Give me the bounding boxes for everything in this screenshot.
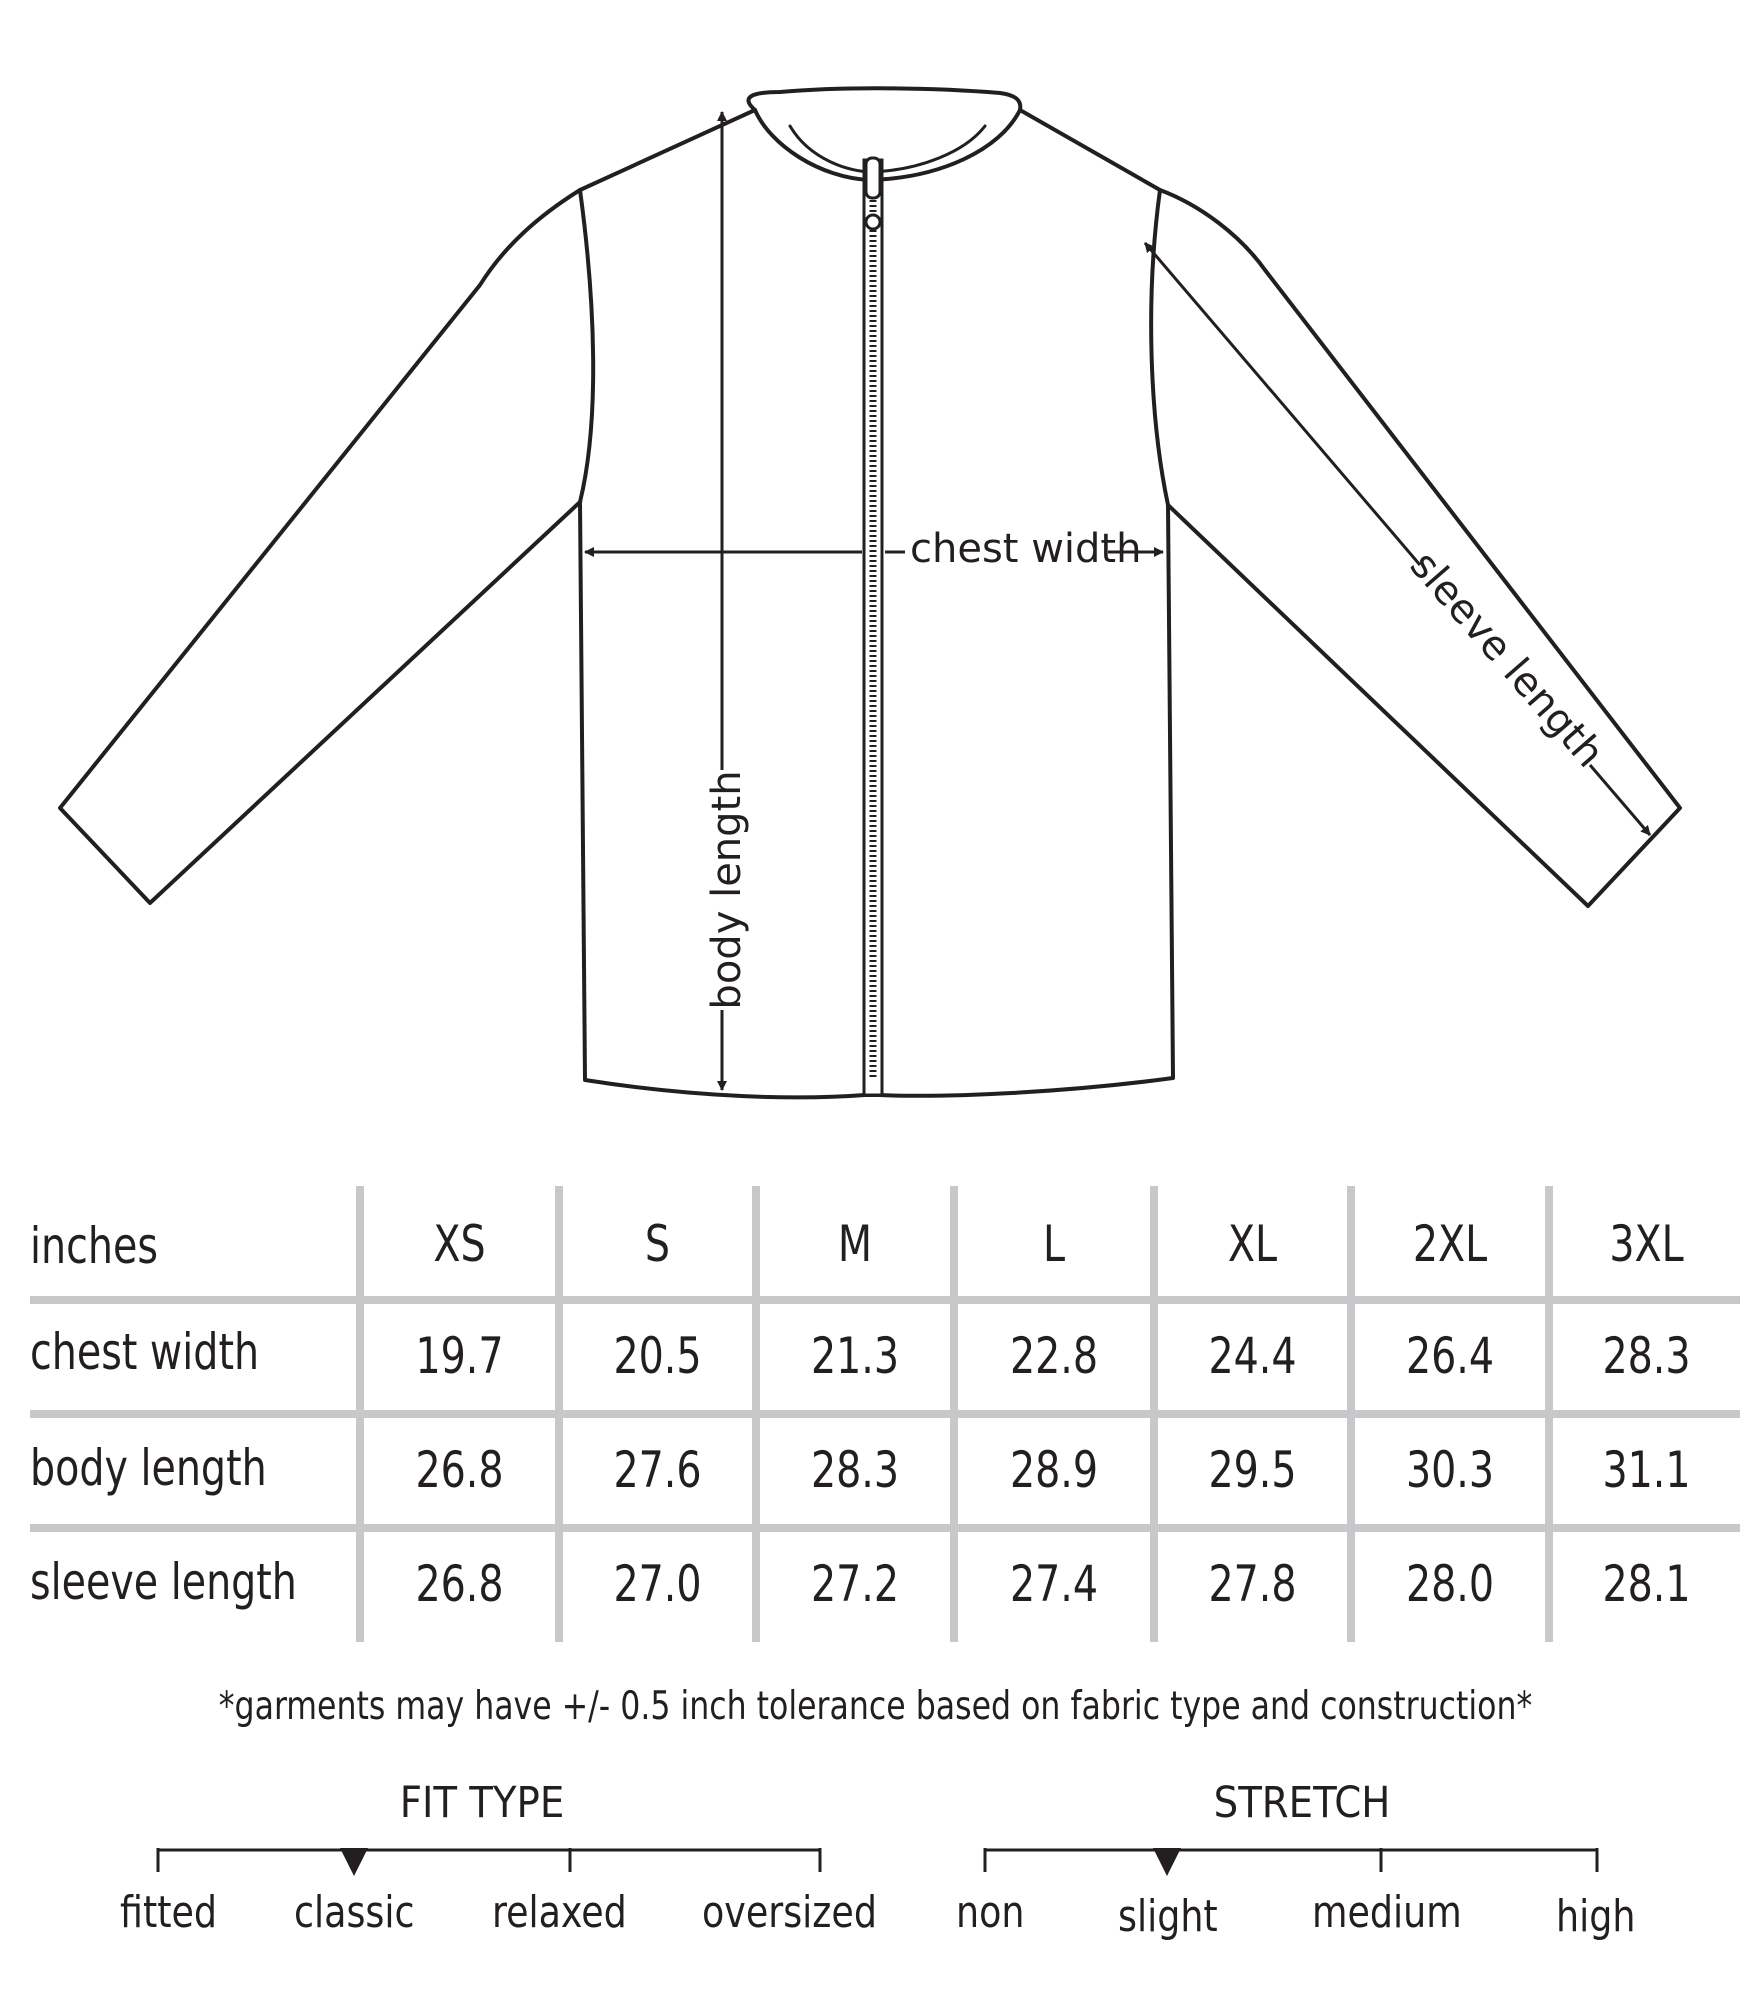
fit-type-title: FIT TYPE [399,1778,565,1828]
sleeve-length-label: sleeve length [1400,542,1613,777]
size-header: 2XL [1412,1215,1488,1273]
table-cell: 27.2 [810,1555,900,1613]
table-cell: 26.4 [1405,1327,1495,1385]
table-cell: 27.0 [613,1555,702,1613]
unit-header: inches [30,1217,158,1275]
table-cell: 31.1 [1602,1441,1691,1499]
stretch-option: slight [1118,1891,1218,1942]
stretch-selected-marker [1153,1848,1181,1876]
fit-type-option: classic [294,1887,415,1938]
table-cell: 24.4 [1208,1327,1297,1385]
table-cell: 27.8 [1208,1555,1297,1613]
table-cell: 28.0 [1405,1555,1495,1613]
fit-type-selected-marker [340,1848,368,1876]
zipper [864,158,882,1095]
fit-type-option: fitted [120,1887,218,1938]
table-cell: 27.6 [613,1441,702,1499]
table-cell: 27.4 [1009,1555,1099,1613]
table-cell: 29.5 [1208,1441,1297,1499]
stretch-title: STRETCH [1213,1778,1391,1828]
sleeve-length-arrow-bottom [1590,765,1650,835]
fit-type-scale [150,1842,830,1882]
neckline-seam [790,126,985,172]
chest-width-label: chest width [910,526,1142,572]
size-header: XS [433,1215,486,1273]
fit-type-option: relaxed [492,1887,627,1938]
right-sleeve-outline [1160,190,1680,906]
size-header: L [1042,1215,1066,1273]
table-cell: 20.5 [613,1327,702,1385]
row-divider [30,1524,1740,1532]
row-divider [30,1410,1740,1418]
row-label: body length [30,1439,267,1497]
table-cell: 28.3 [1602,1327,1691,1385]
stretch-scale [975,1842,1615,1882]
table-cell: 30.3 [1405,1441,1495,1499]
stretch-option: high [1556,1891,1636,1942]
fit-type-option: oversized [702,1887,877,1938]
table-cell: 28.3 [810,1441,900,1499]
size-header: XL [1227,1215,1278,1273]
stretch-option: non [956,1887,1025,1938]
table-cell: 22.8 [1009,1327,1099,1385]
left-sleeve-outline [60,190,580,903]
row-label: sleeve length [30,1553,297,1611]
table-cell: 26.8 [415,1441,504,1499]
size-header: M [837,1215,873,1273]
size-header: S [644,1215,671,1273]
table-cell: 26.8 [415,1555,504,1613]
tolerance-note: *garments may have +/- 0.5 inch tolerance based on fabric type and construction* [218,1684,1533,1729]
size-header: 3XL [1609,1215,1684,1273]
table-cell: 19.7 [415,1327,504,1385]
table-cell: 21.3 [810,1327,900,1385]
size-chart-table [30,1186,1740,1642]
table-cell: 28.1 [1602,1555,1691,1613]
row-divider [30,1296,1740,1304]
stretch-option: medium [1312,1887,1462,1938]
table-cell: 28.9 [1009,1441,1099,1499]
collar-outer [748,88,1020,110]
body-length-label: body length [704,770,750,1010]
row-label: chest width [30,1323,260,1381]
